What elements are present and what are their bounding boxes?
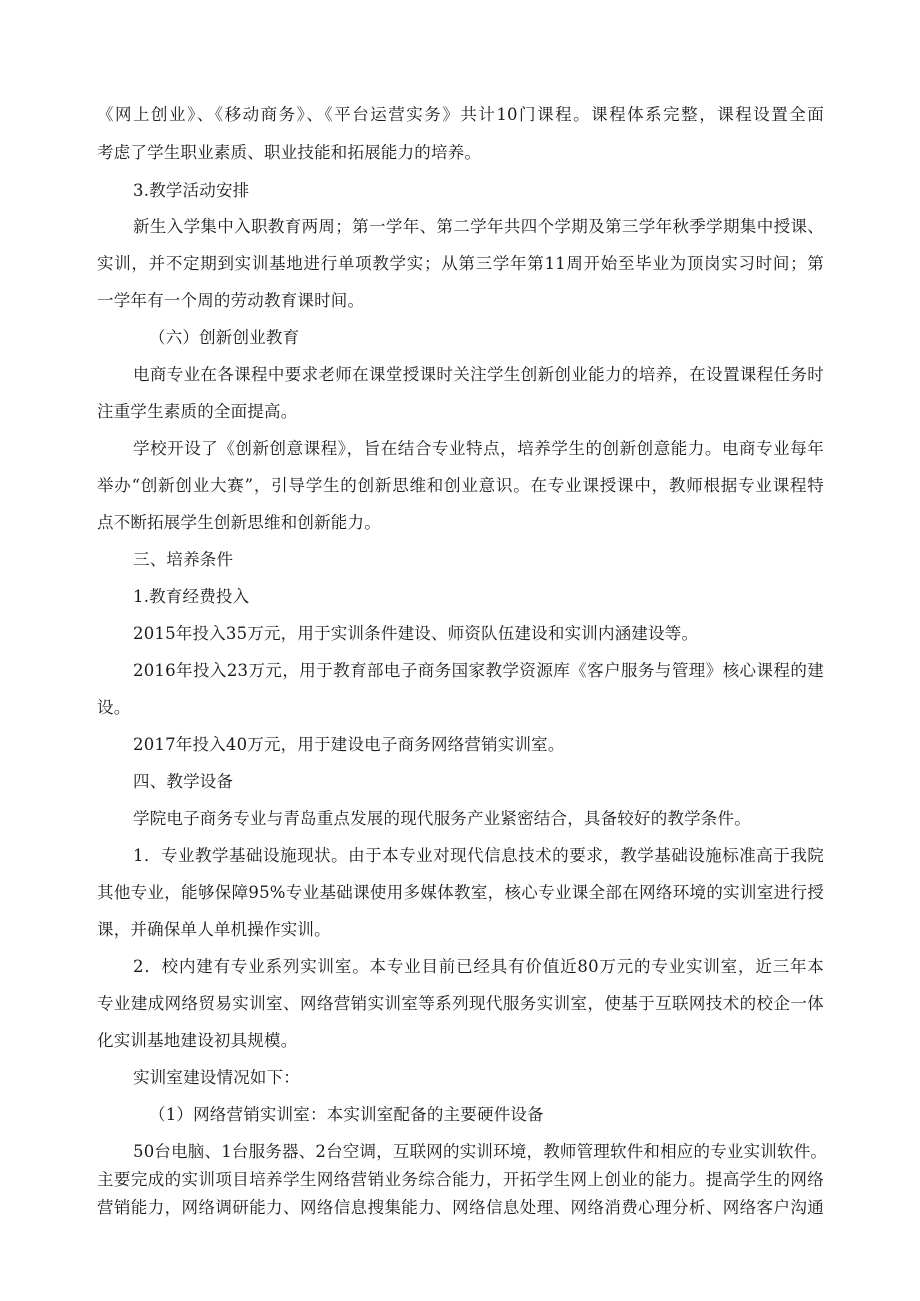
- text-line: 2016年投入23万元，用于教育部电子商务国家教学资源库《客户服务与管理》核心课程的建: [133, 661, 824, 680]
- text-line: 电商专业在各课程中要求老师在课堂授课时关注学生创新创业能力的培养，在设置课程任务时: [133, 365, 824, 384]
- text-line: 设。: [97, 698, 131, 717]
- text-line: 其他专业，能够保障95%专业基础课使用多媒体教室，核心专业课全部在网络环境的实训室进行授: [97, 883, 824, 902]
- text-line: 2017年投入40万元，用于建设电子商务网络营销实训室。: [133, 735, 565, 754]
- section-heading: （1）网络营销实训室：本实训室配备的主要硬件设备: [149, 1105, 544, 1124]
- text-line: 1．专业教学基础设施现状。由于本专业对现代信息技术的要求，教学基础设施标准高于我院: [133, 846, 824, 865]
- text-line: 新生入学集中入职教育两周；第一学年、第二学年共四个学期及第三学年秋季学期集中授课、: [133, 217, 824, 236]
- text-line: 点不断拓展学生创新思维和创新能力。: [97, 513, 381, 532]
- section-heading: 四、教学设备: [133, 772, 234, 791]
- text-line: 考虑了学生职业素质、职业技能和拓展能力的培养。: [97, 143, 482, 162]
- text-line: 50台电脑、1台服务器、2台空调，互联网的实训环境，教师管理软件和相应的专业实训软件。: [133, 1142, 828, 1161]
- text-line: 2015年投入35万元，用于实训条件建设、师资队伍建设和实训内涵建设等。: [133, 624, 699, 643]
- text-line: 学院电子商务专业与青岛重点发展的现代服务产业紧密结合，具备较好的教学条件。: [133, 809, 751, 828]
- text-line: 举办“创新创业大赛”，引导学生的创新思维和创业意识。在专业课授课中，教师根据专业课程特: [97, 476, 824, 495]
- text-line: 《网上创业》、《移动商务》、《平台运营实务》共计10门课程。课程体系完整，课程设置全面: [97, 105, 824, 124]
- text-line: 2．校内建有专业系列实训室。本专业目前已经具有价值近80万元的专业实训室，近三年本: [133, 957, 824, 976]
- text-line: 课，并确保单人单机操作实训。: [97, 920, 331, 939]
- text-line: 专业建成网络贸易实训室、网络营销实训室等系列现代服务实训室，使基于互联网技术的校企一体: [97, 994, 824, 1013]
- section-heading: 三、培养条件: [133, 550, 234, 569]
- text-line: 一学年有一个周的劳动教育课时间。: [97, 291, 365, 310]
- section-heading: 3.教学活动安排: [133, 181, 250, 200]
- text-line: 学校开设了《创新创意课程》，旨在结合专业特点，培养学生的创新创意能力。电商专业每年: [133, 439, 824, 458]
- text-line: 化实训基地建设初具规模。: [97, 1031, 298, 1050]
- text-line: 实训室建设情况如下：: [133, 1068, 300, 1087]
- text-line: 营销能力，网络调研能力、网络信息搜集能力、网络信息处理、网络消费心理分析、网络客户沟通: [97, 1198, 824, 1217]
- section-heading: （六）创新创业教育: [149, 328, 300, 347]
- text-line: 主要完成的实训项目培养学生网络营销业务综合能力，开拓学生网上创业的能力。提高学生的网络: [97, 1170, 824, 1189]
- text-line: 实训，并不定期到实训基地进行单项教学实；从第三学年第11周开始至毕业为顶岗实习时间；第: [97, 254, 824, 273]
- section-heading: 1.教育经费投入: [133, 587, 250, 606]
- text-line: 注重学生素质的全面提高。: [97, 402, 298, 421]
